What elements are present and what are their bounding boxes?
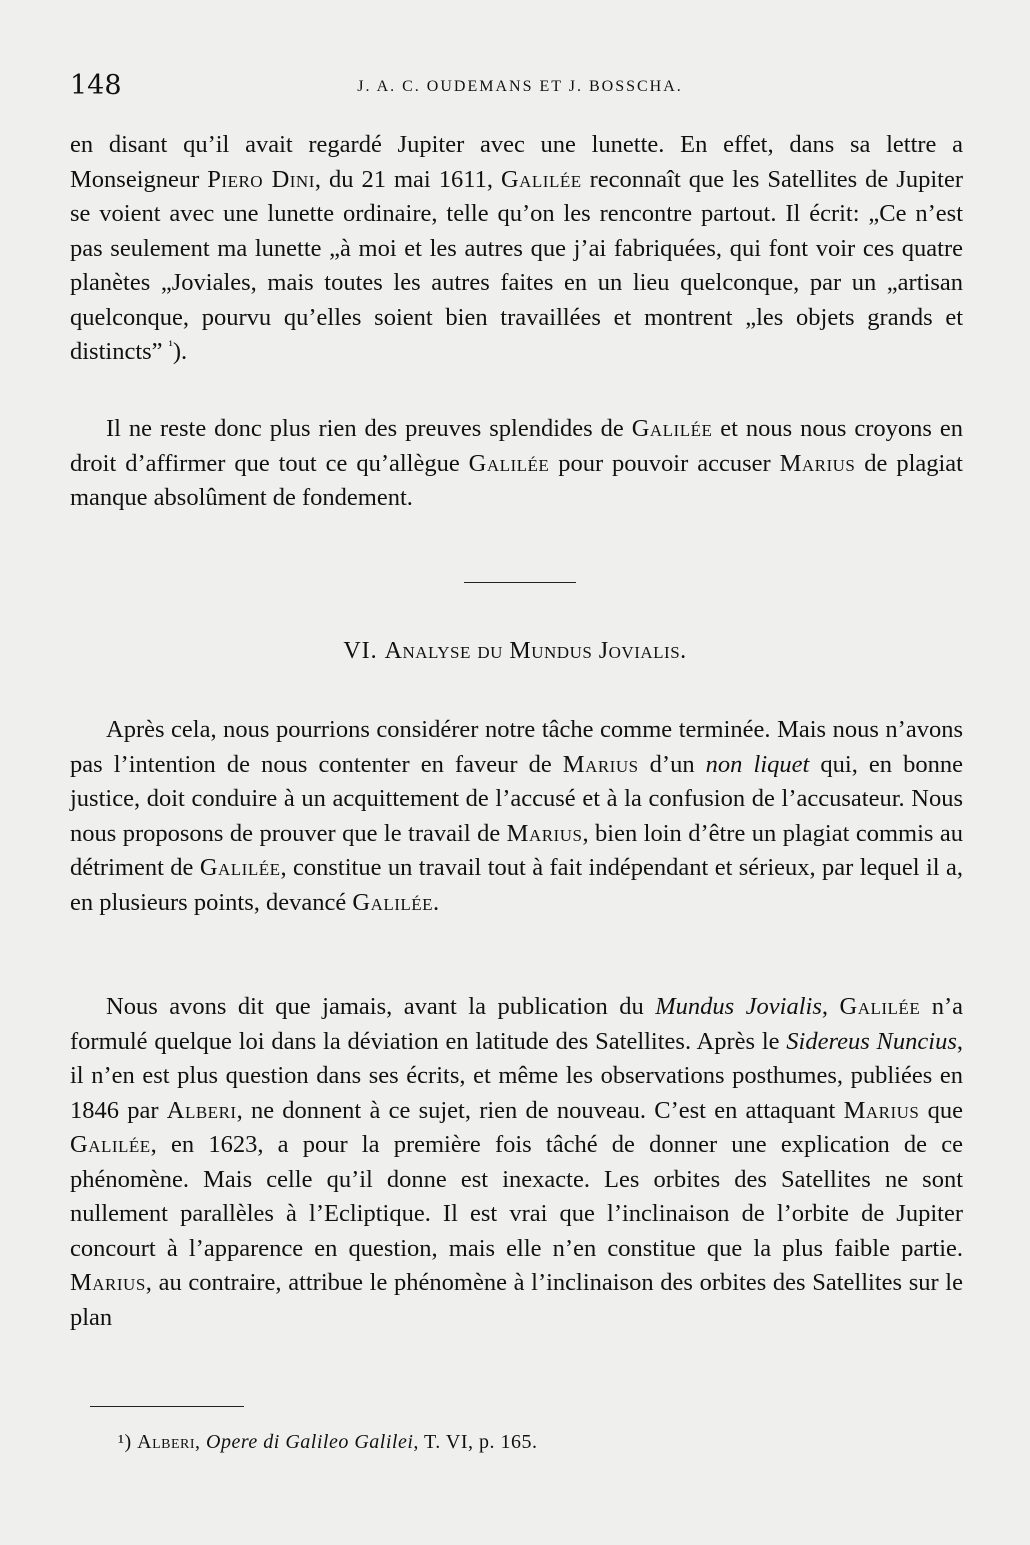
- italic-phrase: non liquet: [705, 750, 810, 778]
- paragraph-1: en disant qu’il avait regardé Jupiter avec une lunette. En effet, dans sa lettre a Monseigneur Piero Dini, du 21 mai 1611, Galilée reconnaît que les Satellites de Jupiter se voient avec une lunette ordinaire, telle qu’on les rencontre partout. Il écrit: „Ce n’est pas seulement ma lunette „à moi et les autres que j’ai fabriquées, qui font voir ces quatre planètes „Joviales, mais toutes les autres faites en un lieu quelconque, par un „artisan quelconque, pourvu qu’elles soient bien travaillées et montrent „les objets grands et distincts” $^{^1}$).: [70, 131, 963, 365]
- person-name: Alberi: [166, 1096, 237, 1124]
- paragraph-3: Après cela, nous pourrions considérer notre tâche comme terminée. Mais nous n’avons pas l’intention de nous contenter en faveur de Marius d’un non liquet qui, en bonne justice, doit conduire à un acquittement de l’accusé et à la confusion de l’accusateur. Nous nous proposons de prouver que le travail de Marius, bien loin d’être un plagiat commis au détriment de Galilée, constitue un travail tout à fait indépendant et sérieux, par lequel il a, en plusieurs points, devancé Galilée.: [70, 716, 963, 916]
- person-name: Marius: [843, 1096, 920, 1124]
- footnote-author: Alberi: [137, 1431, 196, 1453]
- running-head: J. A. C. OUDEMANS ET J. BOSSCHA.: [357, 78, 683, 95]
- footnote: ¹) Alberi, Opere di Galileo Galilei, T. VI, p. 165.: [118, 1431, 538, 1453]
- person-name: Marius: [779, 449, 856, 477]
- book-title: Sidereus Nuncius: [786, 1027, 957, 1055]
- paragraph-2: Il ne reste donc plus rien des preuves splendides de Galilée et nous nous croyons en droit d’affirmer que tout ce qu’allègue Galilée pour pouvoir accuser Marius de plagiat manque absolûment de fondement.: [70, 415, 963, 511]
- person-name: Marius: [70, 1269, 146, 1296]
- person-name: Galilée: [631, 415, 713, 442]
- person-name: Galilée: [199, 854, 281, 881]
- section-divider: [464, 582, 576, 583]
- footnote-separator: [90, 1406, 244, 1407]
- footnote-reference: ¹: [168, 338, 173, 354]
- section-title: Analyse du Mundus Jovialis.: [384, 638, 687, 664]
- section-number: VI.: [343, 638, 378, 664]
- person-name: Galilée: [70, 1131, 151, 1158]
- person-name: Galilée: [500, 165, 582, 193]
- person-name: Galilée: [468, 449, 550, 477]
- person-name: Marius: [506, 819, 583, 847]
- book-title: Mundus Jovialis,: [655, 993, 829, 1020]
- person-name: Galilée: [839, 993, 921, 1020]
- person-name: Marius: [562, 750, 639, 778]
- paragraph-4: Nous avons dit que jamais, avant la publication du Mundus Jovialis, Galilée n’a formulé quelque loi dans la déviation en latitude des Satellites. Après le Sidereus Nuncius, il n’en est plus question dans ses écrits, et même les observations posthumes, publiées en 1846 par Alberi, ne donnent à ce sujet, rien de nouveau. C’est en attaquant Marius que Galilée, en 1623, a pour la première fois tâché de donner une explication de ce phénomène. Mais celle qu’il donne est inexacte. Les orbites des Satellites ne sont nullement parallèles à l’Ecliptique. Il est vrai que l’inclinaison de l’orbite de Jupiter concourt à l’apparence en question, mais elle n’en constitue que la plus faible partie. Marius, au contraire, attribue le phénomène à l’inclinaison des orbites des Satellites sur le plan: [70, 993, 964, 1331]
- person-name: Galilée: [352, 888, 434, 916]
- page-header: [70, 70, 970, 106]
- person-name: Piero Dini: [207, 165, 315, 193]
- page-number: 148: [70, 70, 122, 101]
- footnote-mark: ¹): [118, 1431, 132, 1453]
- section-heading: [0, 638, 1030, 665]
- footnote-title: Opere di Galileo Galilei: [206, 1431, 414, 1453]
